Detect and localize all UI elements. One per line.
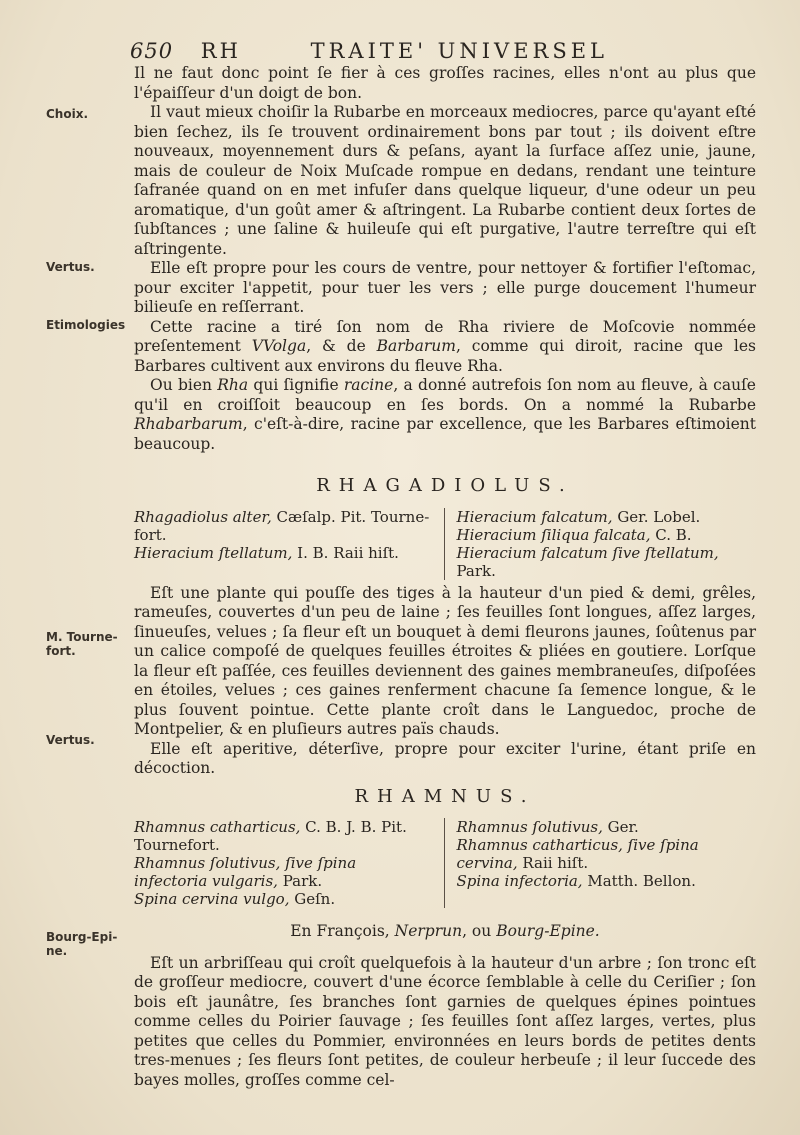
page-number: 650 xyxy=(130,39,174,63)
italic-term: racine xyxy=(343,376,394,394)
text-run: Cette racine a tiré ſon nom de Rha riviere de Moſcovie nommée preſentement xyxy=(134,317,756,355)
synonym-column-right xyxy=(445,508,757,580)
text-run: Ou bien xyxy=(150,376,218,394)
synonym-table xyxy=(134,818,756,908)
synonym-name: Hieracium falcatum, xyxy=(456,507,613,526)
text-run: qui ſignifie xyxy=(248,376,344,394)
synonym-entry xyxy=(457,872,757,890)
text-run: , a donné autrefois ſon nom au fleuve, à cauſe qu'il en croiſſoit beaucoup en ſes bords. On a nommé la Rubarbe xyxy=(134,376,756,414)
synonym-author: I. B. Raii hiſt. xyxy=(292,543,399,562)
synonym-name: Rhamnus ſolutivus, ſive ſpina infectoria vulgaris, xyxy=(134,854,357,890)
margin-note-vertus: Vertus. xyxy=(46,260,95,274)
synonym-entry xyxy=(457,544,757,580)
italic-term: Bourg-Epine. xyxy=(496,922,600,940)
synonym-entry xyxy=(457,526,757,544)
synonym-author: Cæſalp. Pit. Tourne-fort. xyxy=(134,507,430,544)
text-run: , c'eſt-à-dire, racine par excellence, que les Barbares eſtimoient beaucoup. xyxy=(134,415,756,453)
margin-note-bourg-epine: Bourg-Epi-ne. xyxy=(46,930,118,958)
main-text xyxy=(134,64,756,1090)
section-heading-rhamnus: RHAMNUS. xyxy=(354,785,536,807)
italic-term: Rha xyxy=(217,376,249,394)
synonym-author: Geſn. xyxy=(289,890,336,908)
running-header xyxy=(130,38,770,64)
synonym-name: Rhamnus catharticus, xyxy=(134,818,301,836)
paragraph: Il ne faut donc point ſe fier à ces groſſes racines, elles n'ont au plus que l'épaiſſeur d'un doigt de bon. xyxy=(134,64,756,102)
synonym-name: Hieracium falcatum ſive ſtellatum, xyxy=(456,543,719,562)
text-run: , & de xyxy=(306,337,377,355)
french-name-line xyxy=(134,922,756,942)
paragraph: Elle eſt aperitive, déterſive, propre pour exciter l'urine, étant priſe en décoction. xyxy=(134,739,756,777)
synonym-author: Park. xyxy=(456,561,496,580)
italic-term: Nerprun xyxy=(394,922,463,940)
synonym-entry xyxy=(134,508,434,544)
synonym-name: Hieracium ſiliqua falcata, xyxy=(456,525,651,544)
synonym-name: Spina cervina vulgo, xyxy=(134,890,290,908)
synonym-author: Ger. Lobel. xyxy=(612,507,701,526)
synonym-name: Hieracium ſtellatum, xyxy=(134,543,293,562)
synonym-entry xyxy=(134,818,434,854)
synonym-name: Spina infectoria, xyxy=(456,872,583,890)
paragraph: Eſt un arbriſſeau qui croît quelquefois à la hauteur d'un arbre ; ſon tronc eſt de groſſeur mediocre, couvert d'une écorce ſemblable à celle du Ceriſier ; ſon bois eſt jaunâtre, ſes branches ſont garnies de quelques épines pointues comme celles du Poirier ſauvage ; ſes feuilles ſont aſſez larges, vertes, plus petites que celles du Pommier, environnées en leurs bords de petites dents tres-menues ; ſes fleurs ſont petites, de couleur herbeuſe ; il leur ſuccede des bayes molles, groſſes comme cel- xyxy=(134,953,756,1089)
synonym-column-right xyxy=(445,818,757,908)
synonym-entry xyxy=(134,854,434,890)
margin-note-tournefort: M. Tourne-fort. xyxy=(46,630,118,658)
synonym-entry xyxy=(457,508,757,526)
synonym-author: Raii hiſt. xyxy=(517,854,589,872)
synonym-author: C. B. J. B. Pit. Tournefort. xyxy=(134,818,407,854)
section-heading-rhagadiolus: RHAGADIOLUS. xyxy=(316,475,574,496)
italic-term: Rhabarbarum xyxy=(134,415,243,433)
paragraph: Elle eſt propre pour les cours de ventre, pour nettoyer & fortifier l'eſtomac, pour exciter l'appetit, pour tuer les vers ; elle purge doucement l'humeur bilieuſe en reſſerrant. xyxy=(134,259,756,316)
margin-note-etimologies: Etimologies xyxy=(46,318,126,332)
synonym-name: Rhamnus catharticus, ſive ſpina cervina, xyxy=(456,836,699,872)
synonym-author: Matth. Bellon. xyxy=(582,872,696,890)
synonym-entry xyxy=(457,818,757,836)
synonym-table xyxy=(134,508,756,580)
margin-note-vertus-2: Vertus. xyxy=(46,733,95,747)
italic-term: VVolga xyxy=(251,337,307,355)
text-run: , comme qui diroit, racine que les Barbares cultivent aux environs du fleuve Rha. xyxy=(134,337,756,375)
synonym-column-left xyxy=(134,508,445,580)
synonym-author: Ger. xyxy=(602,818,639,836)
synonym-entry xyxy=(134,890,434,908)
synonym-name: Rhamnus ſolutivus, xyxy=(456,818,603,836)
margin-note-choix: Choix. xyxy=(46,107,89,121)
italic-term: Barbarum xyxy=(376,337,456,355)
synonym-author: Park. xyxy=(277,872,323,890)
paragraph xyxy=(134,376,756,454)
synonym-entry xyxy=(134,544,434,562)
paragraph: Eſt une plante qui pouſſe des tiges à la hauteur d'un pied & demi, grêles, rameuſes, couvertes d'un peu de laine ; ſes feuilles ſont longues, aſſez larges, ſinueuſes, velues ; ſa fleur eſt un bouquet à demi fleurons jaunes, ſoûtenus par un calice compoſé de quelques feuilles étroites & pliées en goutiere. Lorſque la fleur eſt paſſée, ces feuilles deviennent des gaines membraneuſes, diſpoſées en étoiles, velues ; ces gaines renferment chacune ſa ſemence longue, & le plus ſouvent pointue. Cette plante croît dans le Languedoc, proche de Montpelier, & en pluſieurs autres païs chauds. xyxy=(134,583,756,738)
running-title: TRAITE' UNIVERSEL xyxy=(310,39,608,63)
synonym-author: C. B. xyxy=(650,525,692,544)
paragraph xyxy=(134,318,756,377)
paragraph: Il vaut mieux choiſir la Rubarbe en morceaux mediocres, parce qu'ayant eſté bien ſechez, ils ſe trouvent ordinairement bons par tout ; ils doivent eſtre nouveaux, moyennement durs & peſans, ayant la ſurface aſſez unie, jaune, mais de couleur de Noix Muſcade rompue en dedans, rendant une teinture ſafranée quand on en met infuſer dans quelque liqueur, d'une odeur un peu aromatique, d'un goût amer & aſtringent. La Rubarbe contient deux ſortes de ſubſtances ; une ſaline & huileuſe qui eſt purgative, l'autre terreſtre qui eſt aſtringente. xyxy=(134,103,756,258)
running-head-letters: RH xyxy=(200,39,241,63)
synonym-column-left xyxy=(134,818,445,908)
text-run: En François, xyxy=(290,922,395,940)
synonym-entry xyxy=(457,836,757,872)
synonym-name: Rhagadiolus alter, xyxy=(134,507,272,526)
text-run: , ou xyxy=(462,922,497,940)
